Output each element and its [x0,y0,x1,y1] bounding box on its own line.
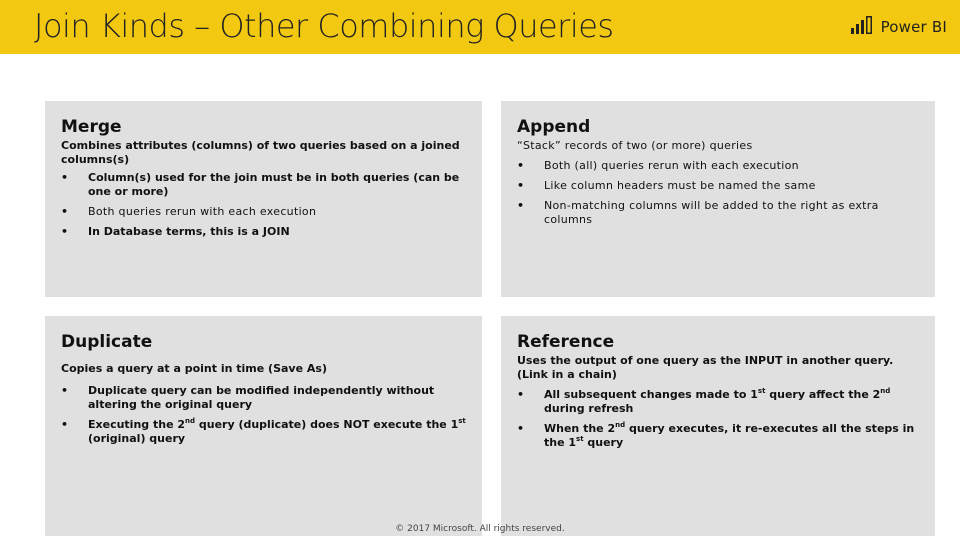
bullet-icon: • [61,225,69,238]
merge-panel [45,101,482,297]
list-item [517,179,919,193]
duplicate-bullet-list [61,384,466,446]
bullet-text-part: during refresh [544,402,634,415]
bullet-icon: • [517,388,525,401]
bullet-icon: • [61,171,69,184]
bullet-text-part: query (duplicate) does NOT execute the 1 [195,418,459,431]
list-item [61,418,466,446]
list-item [61,205,466,219]
bullet-text: Column(s) used for the join must be in both queries (can be one or more) [88,171,460,198]
bullet-text-part: query affect the 2 [765,388,881,401]
reference-heading: Reference [517,332,615,352]
bullet-icon: • [517,179,525,192]
power-bi-logo-icon [850,15,874,39]
append-heading: Append [517,117,591,137]
append-bullet-list [517,159,919,227]
list-item [517,159,919,173]
ordinal-suffix: nd [880,387,891,395]
bullet-text-part: When the 2 [544,422,616,435]
list-item [517,199,919,227]
ordinal-suffix: st [576,435,584,443]
append-panel [501,101,935,297]
bullet-text-part: query executes, it re-executes all the steps in the 1 [544,422,915,449]
brand-name: Power BI [880,18,947,36]
bullet-text: In Database terms, this is a JOIN [88,225,290,238]
duplicate-heading: Duplicate [61,332,153,352]
bullet-text: Duplicate query can be modified independently without altering the original query [88,384,435,411]
bullet-icon: • [517,159,525,172]
bullet-icon: • [61,384,69,397]
bullet-text-part: (original) query [88,432,186,445]
list-item [61,225,466,239]
append-description: “Stack” records of two (or more) queries [517,139,753,152]
merge-bullet-list [61,171,466,239]
bullet-icon: • [61,205,69,218]
ordinal-suffix: st [757,387,766,395]
bullet-text-part: query [583,436,624,449]
bullet-icon: • [61,418,69,431]
merge-heading: Merge [61,117,122,137]
bullet-text-part: Executing the 2 [88,418,186,431]
duplicate-description: Copies a query at a point in time (Save As) [61,362,327,375]
brand [850,16,947,38]
merge-description: Combines attributes (columns) of two queries based on a joined columns(s) [61,139,460,166]
list-item [517,422,919,450]
reference-bullet-list [517,388,919,450]
bullet-text-part: All subsequent changes made to 1 [544,388,758,401]
reference-description: Uses the output of one query as the INPUT in another query. (Link in a chain) [517,354,894,381]
bullet-icon: • [517,422,525,435]
bullet-text: Like column headers must be named the same [544,179,816,192]
slide-title: Join Kinds – Other Combining Queries [34,7,614,45]
ordinal-suffix: st [458,417,466,425]
bullet-text: Both queries rerun with each execution [88,205,317,218]
list-item [61,171,466,199]
bullet-icon: • [517,199,525,212]
bullet-text: Non-matching columns will be added to the right as extra columns [544,199,879,226]
copyright-footer: © 2017 Microsoft. All rights reserved. [395,524,565,534]
reference-panel [501,316,935,536]
duplicate-panel [45,316,482,536]
ordinal-suffix: nd [185,417,196,425]
ordinal-suffix: nd [615,421,626,429]
bullet-text: Both (all) queries rerun with each execution [544,159,799,172]
list-item [61,384,466,412]
header-bar [0,0,960,54]
list-item [517,388,919,416]
